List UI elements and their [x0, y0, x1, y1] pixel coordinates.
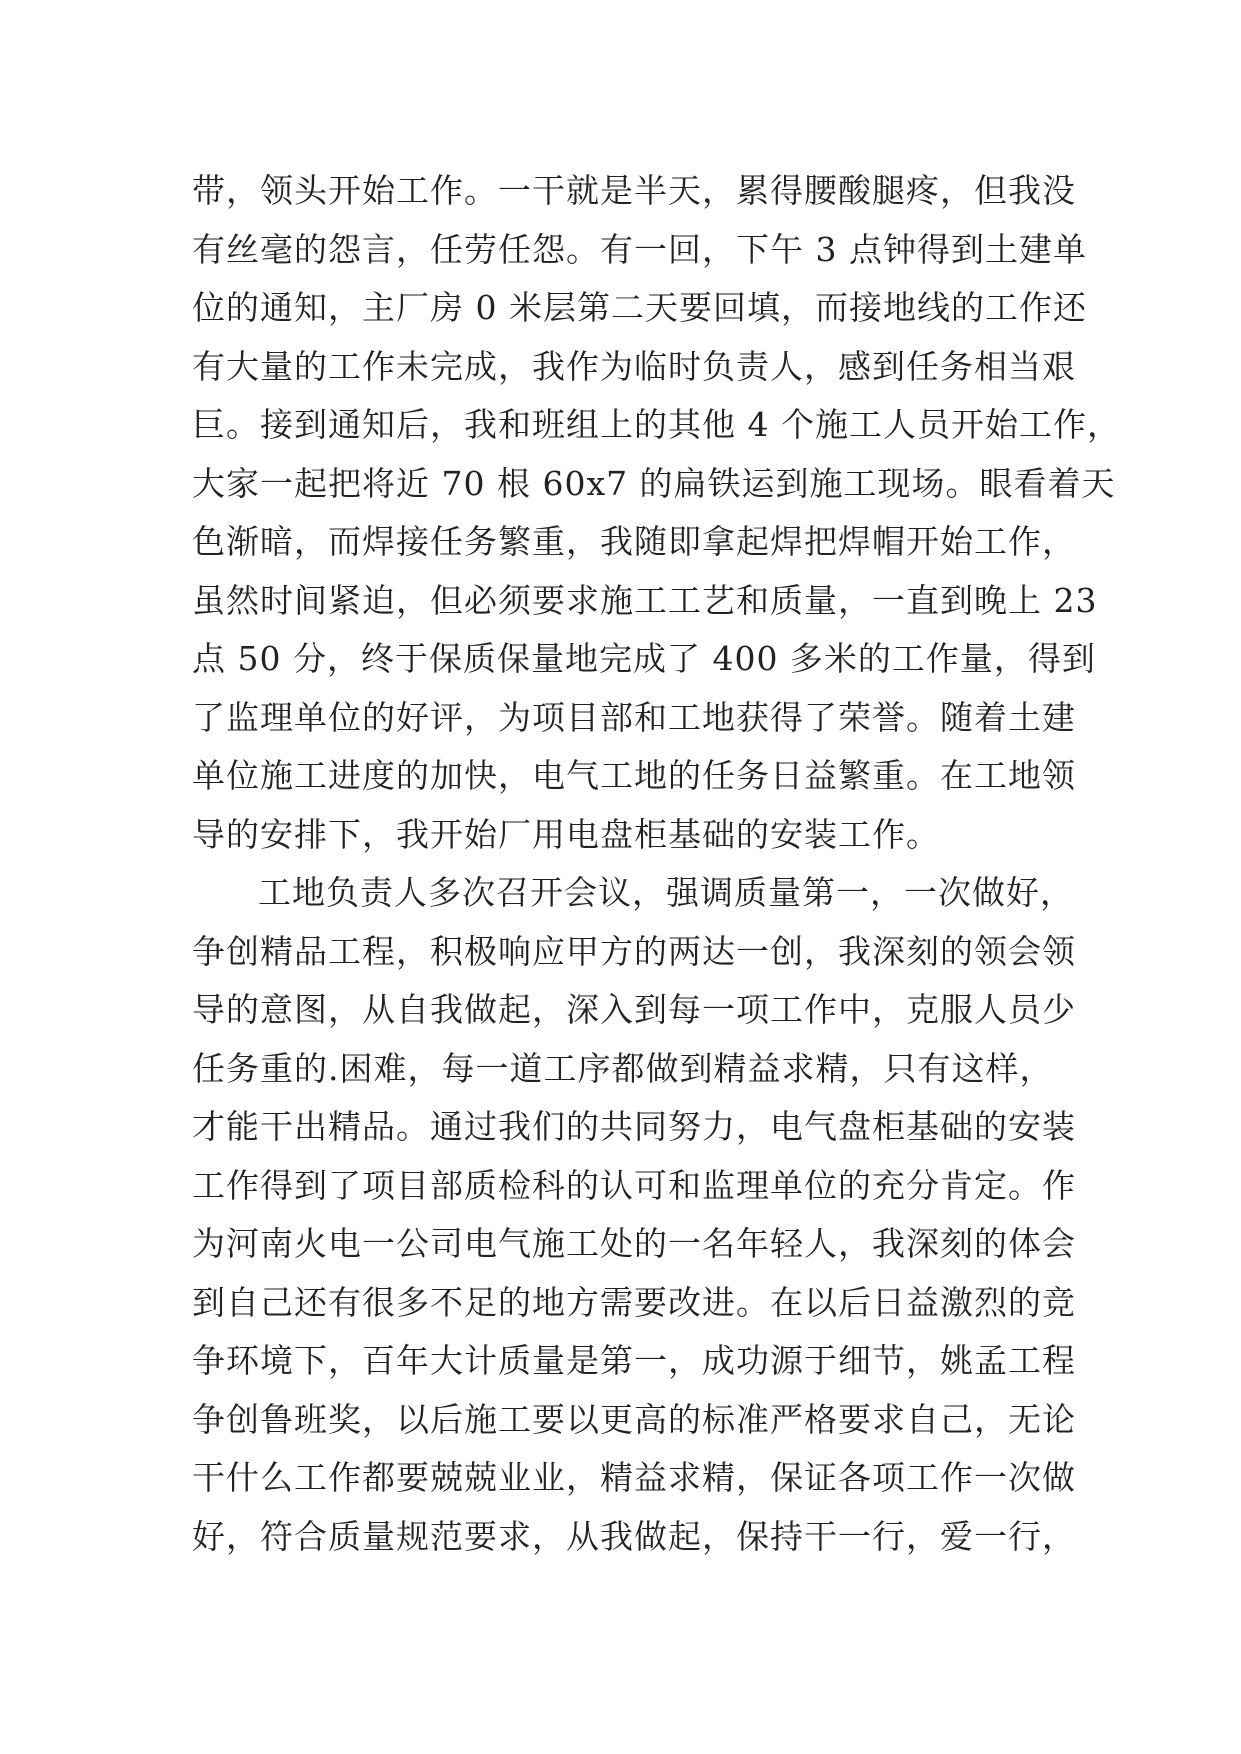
- text-line: 到自己还有很多不足的地方需要改进。在以后日益激烈的竞: [192, 1282, 1076, 1322]
- text-line: 导的意图，从自我做起，深入到每一项工作中，克服人员少: [192, 990, 1076, 1029]
- text-line: 好，符合质量规范要求，从我做起，保持干一行，爱一行，: [192, 1516, 1076, 1556]
- text-line: 干什么工作都要兢兢业业，精益求精，保证各项工作一次做: [192, 1458, 1076, 1497]
- text-line: 位的通知，主厂房 0 米层第二天要回填，而接地线的工作还: [192, 288, 1087, 327]
- text-line: 争环境下，百年大计质量是第一，成功源于细节，姚孟工程: [192, 1341, 1076, 1380]
- text-line: 工作得到了项目部质检科的认可和监理单位的充分肯定。作: [192, 1165, 1076, 1205]
- text-line: 争创鲁班奖，以后施工要以更高的标准严格要求自己，无论: [192, 1399, 1076, 1439]
- text-line: 了监理单位的好评，为项目部和工地获得了荣誉。随着土建: [192, 697, 1076, 737]
- text-line: 导的安排下，我开始厂用电盘柜基础的安装工作。: [192, 814, 940, 854]
- text-line: 争创精品工程，积极响应甲方的两达一创，我深刻的领会领: [192, 931, 1076, 971]
- text-line: 有丝毫的怨言，任劳任怨。有一回，下午 3 点钟得到土建单: [192, 229, 1087, 269]
- text-line: 巨。接到通知后，我和班组上的其他 4 个施工人员开始工作，: [192, 405, 1121, 444]
- text-line: 才能干出精品。通过我们的共同努力，电气盘柜基础的安装: [192, 1107, 1076, 1146]
- text-line: 色渐暗，而焊接任务繁重，我随即拿起焊把焊帽开始工作，: [192, 522, 1076, 561]
- text-line: 大家一起把将近 70 根 60x7 的扁铁运到施工现场。眼看着天: [192, 463, 1116, 503]
- paragraph-start-line: 工地负责人多次召开会议，强调质量第一，一次做好，: [258, 873, 1074, 912]
- text-line: 点 50 分，终于保质保量地完成了 400 多米的工作量，得到: [192, 639, 1096, 678]
- text-line: 单位施工进度的加快，电气工地的任务日益繁重。在工地领: [192, 756, 1076, 795]
- text-line: 为河南火电一公司电气施工处的一名年轻人，我深刻的体会: [192, 1224, 1076, 1263]
- text-line: 有大量的工作未完成，我作为临时负责人，感到任务相当艰: [192, 346, 1076, 386]
- text-line: 带，领头开始工作。一干就是半天，累得腰酸腿疼，但我没: [192, 171, 1076, 210]
- body-text: [192, 162, 1121, 1566]
- text-line: 任务重的.困难，每一道工序都做到精益求精，只有这样，: [192, 1048, 1054, 1088]
- text-line: 虽然时间紧迫，但必须要求施工工艺和质量，一直到晚上 23: [192, 580, 1098, 620]
